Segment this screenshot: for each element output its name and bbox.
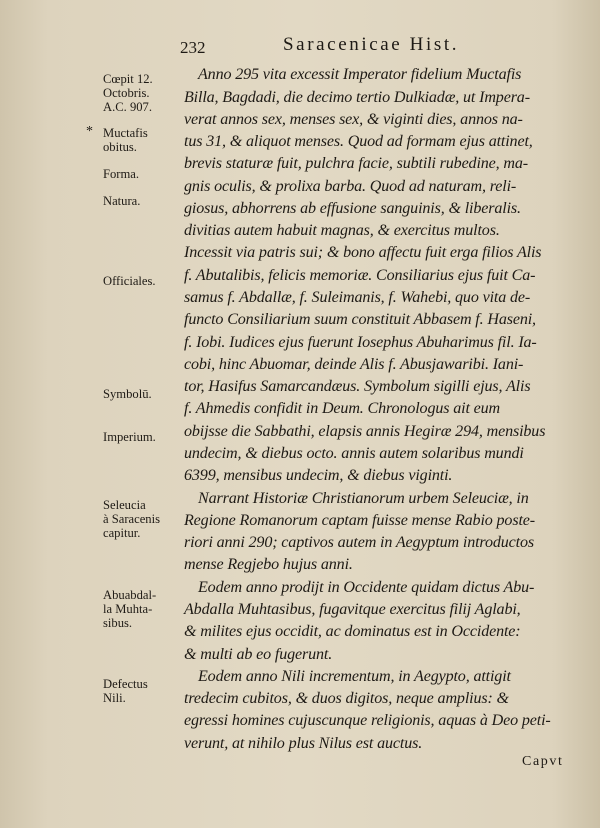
margin-asterisk: * — [86, 124, 93, 139]
text-line: 6399, mensibus undecim, & diebus viginti. — [184, 467, 453, 484]
text-line: Anno 295 vita excessit Imperator fidelium Muctafis — [198, 66, 522, 83]
text-line: verat annos sex, menses sex, & viginti dies, annos na- — [184, 111, 523, 128]
text-line: f. Iobi. Iudices ejus fuerunt Iosephus Abuharimus fil. Ia- — [184, 334, 537, 351]
text-line: brevis staturæ fuit, pulchra facie, subtili rubedine, ma- — [184, 155, 528, 172]
marginal-note-muctafis — [103, 126, 148, 154]
text-line: Eodem anno prodijt in Occidente quidam dictus Abu- — [198, 579, 535, 596]
text-line: Abdalla Muhtasibus, fugavitque exercitus filij Aglabi, — [184, 601, 521, 618]
marginal-note-natura — [103, 194, 140, 208]
marginal-note-officiales — [103, 274, 156, 288]
text-line: f. Abutalibis, felicis memoriæ. Consiliarius ejus fuit Ca- — [184, 267, 536, 284]
text-line: cobi, hinc Abuomar, deinde Alis f. Abusjawaribi. Iani- — [184, 356, 524, 373]
text-line: f. Ahmedis confidit in Deum. Chronologus ait eum — [184, 400, 501, 417]
text-line: divitias autem habuit magnas, & exercitus multos. — [184, 222, 500, 239]
text-line: gnis oculis, & prolixa barba. Quod ad naturam, reli- — [184, 178, 517, 195]
marginal-note-line: Officiales. — [103, 274, 156, 288]
marginal-note-symbolum — [103, 387, 152, 401]
text-line: Billa, Bagdadi, die decimo tertio Dulkiadæ, ut Impera- — [184, 89, 530, 106]
page-number: 232 — [180, 38, 206, 57]
marginal-note-forma — [103, 167, 139, 181]
text-line: & multi ab eo fugerunt. — [184, 646, 333, 663]
text-line: functo Consiliarium suum constituit Abbasem f. Haseni, — [184, 311, 536, 328]
marginal-note-line: Cœpit 12. — [103, 72, 153, 86]
text-line: Regione Romanorum captam fuisse mense Rabio poste- — [184, 512, 535, 529]
marginal-note-seleucia — [103, 498, 160, 540]
text-line: tor, Hasifus Samarcandæus. Symbolum sigilli ejus, Alis — [184, 378, 531, 395]
text-line: mense Regjebo hujus anni. — [184, 556, 353, 573]
marginal-note-line: à Saracenis — [103, 512, 160, 526]
marginal-note-line: Imperium. — [103, 430, 156, 444]
marginal-note-line: Seleucia — [103, 498, 146, 512]
text-line: riori anni 290; captivos autem in Aegyptum introductos — [184, 534, 534, 551]
marginal-note-line: Nili. — [103, 691, 126, 705]
text-line: & milites ejus occidit, ac dominatus est in Occidente: — [184, 623, 521, 640]
text-line: obijsse die Sabbathi, elapsis annis Hegiræ 294, mensibus — [184, 423, 546, 440]
marginal-note-line: Natura. — [103, 194, 141, 208]
text-line: tredecim cubitos, & duos digitos, neque amplius: & — [184, 690, 509, 707]
marginal-note-line: A.C. 907. — [103, 100, 152, 114]
text-line: Incessit via patris sui; & bono affectu fuit erga filios Alis — [184, 244, 542, 261]
marginal-note-coepit — [103, 72, 153, 114]
running-title: Saracenicae Hist. — [283, 34, 460, 55]
marginal-note-line: capitur. — [103, 526, 141, 540]
text-line: Narrant Historiæ Christianorum urbem Seleuciæ, in — [198, 490, 529, 507]
marginal-note-line: Symbolū. — [103, 387, 152, 401]
text-line: samus f. Abdallæ, f. Suleimanis, f. Wahebi, quo vita de- — [184, 289, 531, 306]
marginal-note-line: Octobris. — [103, 86, 150, 100]
catchword: Capvt — [522, 754, 564, 769]
text-line: giosus, abhorrens ab effusione sanguinis, & liberalis. — [184, 200, 521, 217]
marginal-note-line: sibus. — [103, 616, 133, 630]
text-line: undecim, & diebus octo. annis autem solaribus mundi — [184, 445, 524, 462]
marginal-note-line: Muctafis — [103, 126, 148, 140]
marginal-note-line: Abuabdal- — [103, 588, 157, 602]
marginal-note-line: la Muhta- — [103, 602, 153, 616]
text-line: Eodem anno Nili incrementum, in Aegypto, attigit — [198, 668, 511, 685]
marginal-note-defectus — [103, 677, 148, 705]
text-line: verunt, at nihilo plus Nilus est auctus. — [184, 735, 423, 752]
marginal-note-line: obitus. — [103, 140, 137, 154]
text-line: tus 31, & aliquot menses. Quod ad formam ejus attinet, — [184, 133, 533, 150]
marginal-note-line: Defectus — [103, 677, 148, 691]
marginal-note-line: Forma. — [103, 167, 140, 181]
text-line: egressi homines cujuscunque religionis, aquas à Deo peti- — [184, 712, 551, 729]
marginal-note-imperium — [103, 430, 156, 444]
marginal-note-abuabdalla — [103, 588, 156, 630]
